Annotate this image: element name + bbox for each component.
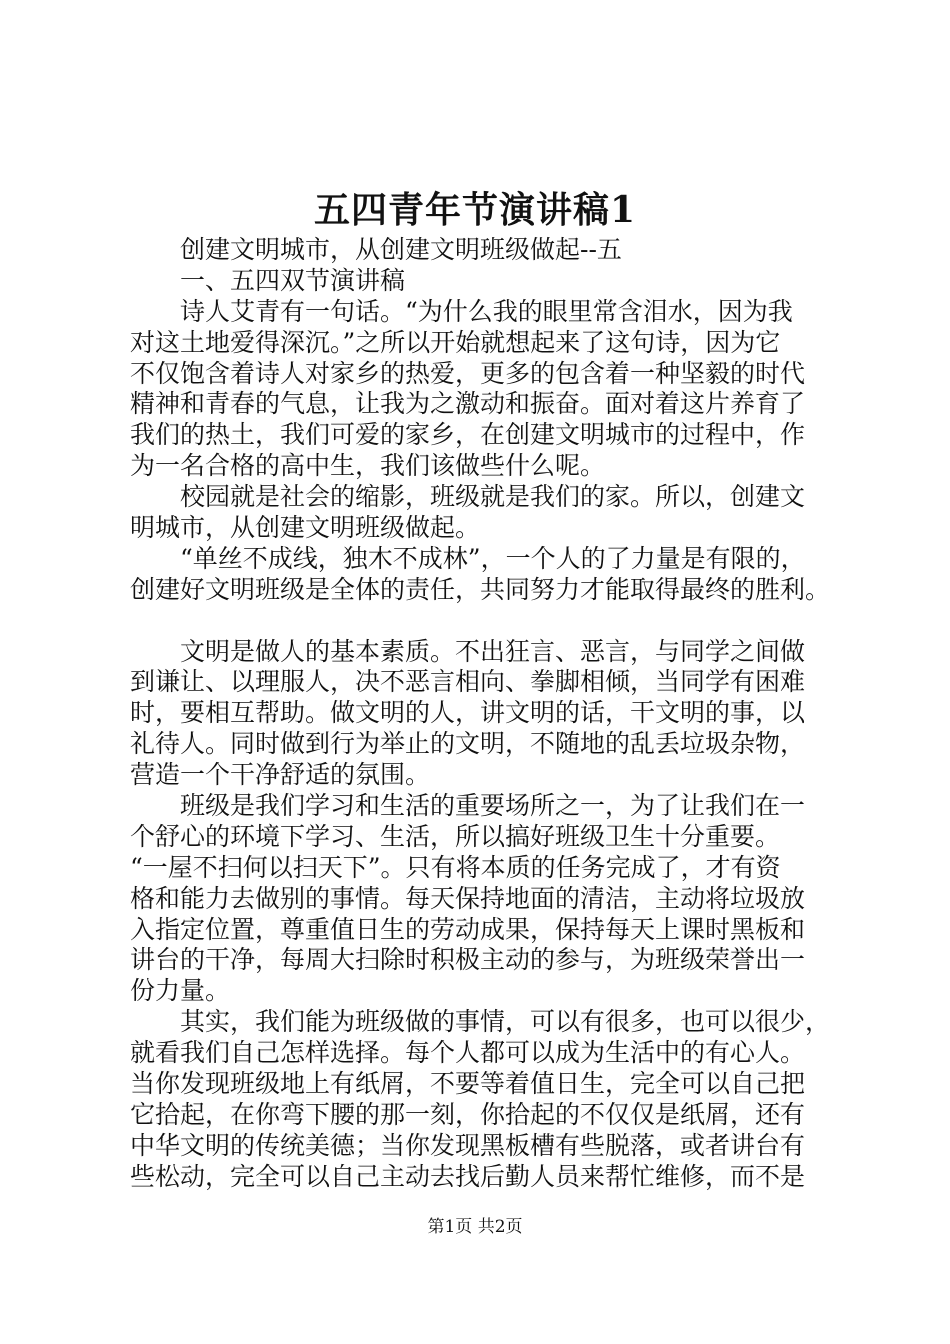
text-line: 它拾起，在你弯下腰的那一刻，你拾起的不仅仅是纸屑，还有 (130, 1099, 806, 1129)
text-line: 对这土地爱得深沉。”之所以开始就想起来了这句诗，因为它 (130, 327, 781, 357)
document-title: 五四青年节演讲稿1 (313, 189, 637, 231)
text-line: 创建文明城市，从创建文明班级做起--五 (180, 235, 622, 264)
text-line: 其实，我们能为班级做的事情，可以有很多，也可以很少， (180, 1007, 831, 1037)
text-line: 讲台的干净，每周大扫除时积极主动的参与，为班级荣誉出一 (130, 945, 806, 975)
text-line: 班级是我们学习和生活的重要场所之一，为了让我们在一 (180, 791, 806, 821)
text-line: 当你发现班级地上有纸屑，不要等着值日生，完全可以自己把 (130, 1069, 806, 1099)
text-line: 我们的热土，我们可爱的家乡，在创建文明城市的过程中，作 (130, 420, 806, 450)
text-line: 为一名合格的高中生，我们该做些什么呢。 (130, 451, 606, 481)
text-line: “一屋不扫何以扫天下”。只有将本质的任务完成了，才有资 (130, 852, 781, 882)
text-line: 校园就是社会的缩影，班级就是我们的家。所以，创建文 (180, 482, 806, 512)
text-line: 份力量。 (130, 976, 231, 1006)
text-line: 格和能力去做别的事情。每天保持地面的清洁，主动将垃圾放 (130, 883, 806, 913)
text-line: 入指定位置，尊重值日生的劳动成果，保持每天上课时黑板和 (130, 914, 806, 944)
text-line: 到谦让、以理服人，决不恶言相向、拳脚相倾，当同学有困难 (130, 667, 806, 697)
text-line: 创建好文明班级是全体的责任，共同努力才能取得最终的胜利。 (130, 574, 831, 604)
text-line: 中华文明的传统美德；当你发现黑板槽有些脱落，或者讲台有 (130, 1130, 806, 1160)
page-footer: 第1页 共2页 (427, 1217, 523, 1237)
text-line (130, 606, 852, 637)
text-line: 精神和青春的气息，让我为之激动和振奋。面对着这片养育了 (130, 389, 806, 419)
document-body (130, 235, 852, 1193)
text-line: 个舒心的环境下学习、生活，所以搞好班级卫生十分重要。 (130, 821, 781, 851)
text-line: 诗人艾青有一句话。“为什么我的眼里常含泪水，因为我 (180, 296, 793, 326)
text-line: 营造一个干净舒适的氛围。 (130, 760, 431, 790)
text-line: 明城市，从创建文明班级做起。 (130, 513, 481, 543)
text-line: “单丝不成线，独木不成林”，一个人的了力量是有限的， (180, 543, 806, 573)
text-line: 一、五四双节演讲稿 (180, 265, 406, 295)
text-line: 些松动，完全可以自己主动去找后勤人员来帮忙维修，而不是 (130, 1161, 806, 1191)
text-line: 不仅饱含着诗人对家乡的热爱，更多的包含着一种坚毅的时代 (130, 358, 806, 388)
text-line: 时，要相互帮助。做文明的人，讲文明的话，干文明的事，以 (130, 698, 806, 728)
text-line: 就看我们自己怎样选择。每个人都可以成为生活中的有心人。 (130, 1038, 806, 1068)
text-line: 礼待人。同时做到行为举止的文明，不随地的乱丢垃圾杂物， (130, 729, 806, 759)
text-line: 文明是做人的基本素质。不出狂言、恶言，与同学之间做 (180, 636, 806, 666)
